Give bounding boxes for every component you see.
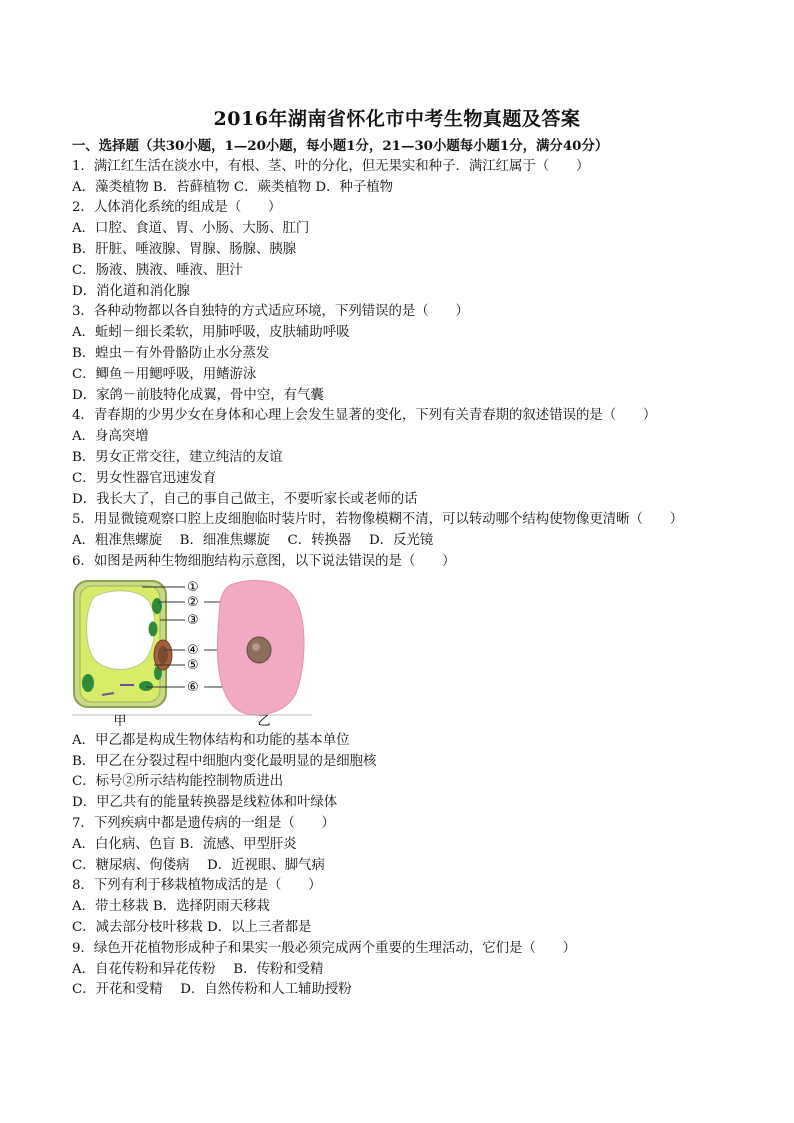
question-line: B．甲乙在分裂过程中细胞内变化最明显的是细胞核 bbox=[72, 753, 377, 769]
question-line: A．白化病、色盲 B．流感、甲型肝炎 bbox=[72, 836, 297, 852]
label-6: ⑥ bbox=[187, 679, 199, 695]
chloroplast bbox=[149, 621, 158, 636]
label-1: ① bbox=[187, 579, 199, 595]
question-line: A．藻类植物 B．苔藓植物 C．蕨类植物 D．种子植物 bbox=[72, 179, 394, 195]
question-line: B．男女正常交往，建立纯洁的友谊 bbox=[72, 449, 283, 465]
question-line: A．身高突增 bbox=[72, 429, 149, 445]
label-5: ⑤ bbox=[187, 657, 199, 673]
chloroplast bbox=[82, 674, 94, 692]
question-body bbox=[72, 136, 752, 1001]
label-3: ③ bbox=[187, 612, 199, 628]
question-line: C．开花和受精 D．自然传粉和人工辅助授粉 bbox=[72, 982, 352, 998]
question-line: C．糖尿病、佝偻病 D．近视眼、脚气病 bbox=[72, 857, 325, 873]
cell-diagram bbox=[72, 575, 312, 727]
question-line: A．甲乙都是构成生物体结构和功能的基本单位 bbox=[72, 732, 350, 748]
question-line: A．自花传粉和异花传粉 B．传粉和受精 bbox=[72, 961, 324, 977]
question-line: D．我长大了，自己的事自己做主，不要听家长或老师的话 bbox=[72, 491, 418, 507]
page-title: 2016年湖南省怀化市中考生物真题及答案 bbox=[213, 108, 581, 130]
section-heading: 一、选择题（共30小题，1—20小题，每小题1分，21—30小题每小题1分，满分40分） bbox=[72, 138, 609, 154]
chloroplast bbox=[152, 598, 162, 614]
question-line: B．肝脏、唾液腺、胃腺、肠腺、胰腺 bbox=[72, 241, 297, 257]
question-line: D．家鸽－前肢特化成翼，骨中空，有气囊 bbox=[72, 387, 324, 403]
plant-vacuole bbox=[87, 590, 155, 669]
question-line: C．标号②所示结构能控制物质进出 bbox=[72, 774, 284, 790]
plant-nucleolus bbox=[158, 646, 168, 664]
question-line: C．鲫鱼－用鳃呼吸，用鳍游泳 bbox=[72, 366, 257, 382]
caption-plant-cell: 甲 bbox=[113, 713, 127, 727]
questions-part-1 bbox=[72, 157, 752, 573]
question-line: 3．各种动物都以各自独特的方式适应环境，下列错误的是（ ） bbox=[72, 304, 469, 320]
question-line: 5．用显微镜观察口腔上皮细胞临时装片时，若物像模糊不清，可以转动哪个结构使物像更清晰（ ） bbox=[72, 512, 684, 528]
chloroplast bbox=[139, 681, 153, 691]
question-line: C．减去部分枝叶移栽 D．以上三者都是 bbox=[72, 919, 312, 935]
question-line: 8．下列有利于移栽植物成活的是（ ） bbox=[72, 878, 322, 894]
question-line: A．口腔、食道、胃、小肠、大肠、肛门 bbox=[72, 221, 310, 237]
question-line: 9．绿色开花植物形成种子和果实一般必须完成两个重要的生理活动，它们是（ ） bbox=[72, 940, 576, 956]
question-line: D．甲乙共有的能量转换器是线粒体和叶绿体 bbox=[72, 795, 338, 811]
question-line: 4．青春期的少男少女在身体和心理上会发生显著的变化，下列有关青春期的叙述错误的是（ ） bbox=[72, 408, 657, 424]
question-line: D．消化道和消化腺 bbox=[72, 283, 190, 299]
question-line: C．肠液、胰液、唾液、胆汁 bbox=[72, 262, 243, 278]
question-line: C．男女性器官迅速发育 bbox=[72, 470, 217, 486]
question-line: 2．人体消化系统的组成是（ ） bbox=[72, 200, 282, 216]
question-line: 7．下列疾病中都是遗传病的一组是（ ） bbox=[72, 815, 335, 831]
question-line: A．粗准焦螺旋 B．细准焦螺旋 C．转换器 D．反光镜 bbox=[72, 533, 434, 549]
caption-animal-cell: 乙 bbox=[257, 713, 271, 727]
animal-nucleolus bbox=[252, 643, 260, 651]
label-4: ④ bbox=[187, 642, 199, 658]
label-2: ② bbox=[187, 594, 199, 610]
questions-part-2 bbox=[72, 731, 752, 1001]
cell-diagram-figure bbox=[72, 575, 752, 727]
question-line: B．蝗虫－有外骨骼防止水分蒸发 bbox=[72, 345, 270, 361]
question-line: A．带土移栽 B．选择阴雨天移栽 bbox=[72, 899, 270, 915]
question-line: 1．满江红生活在淡水中，有根、茎、叶的分化，但无果实和种子．满江红属于（ ） bbox=[72, 158, 590, 174]
question-line: A．蚯蚓－细长柔软，用肺呼吸，皮肤辅助呼吸 bbox=[72, 325, 350, 341]
question-line: 6．如图是两种生物细胞结构示意图，以下说法错误的是（ ） bbox=[72, 553, 456, 569]
animal-nucleus bbox=[247, 637, 271, 663]
